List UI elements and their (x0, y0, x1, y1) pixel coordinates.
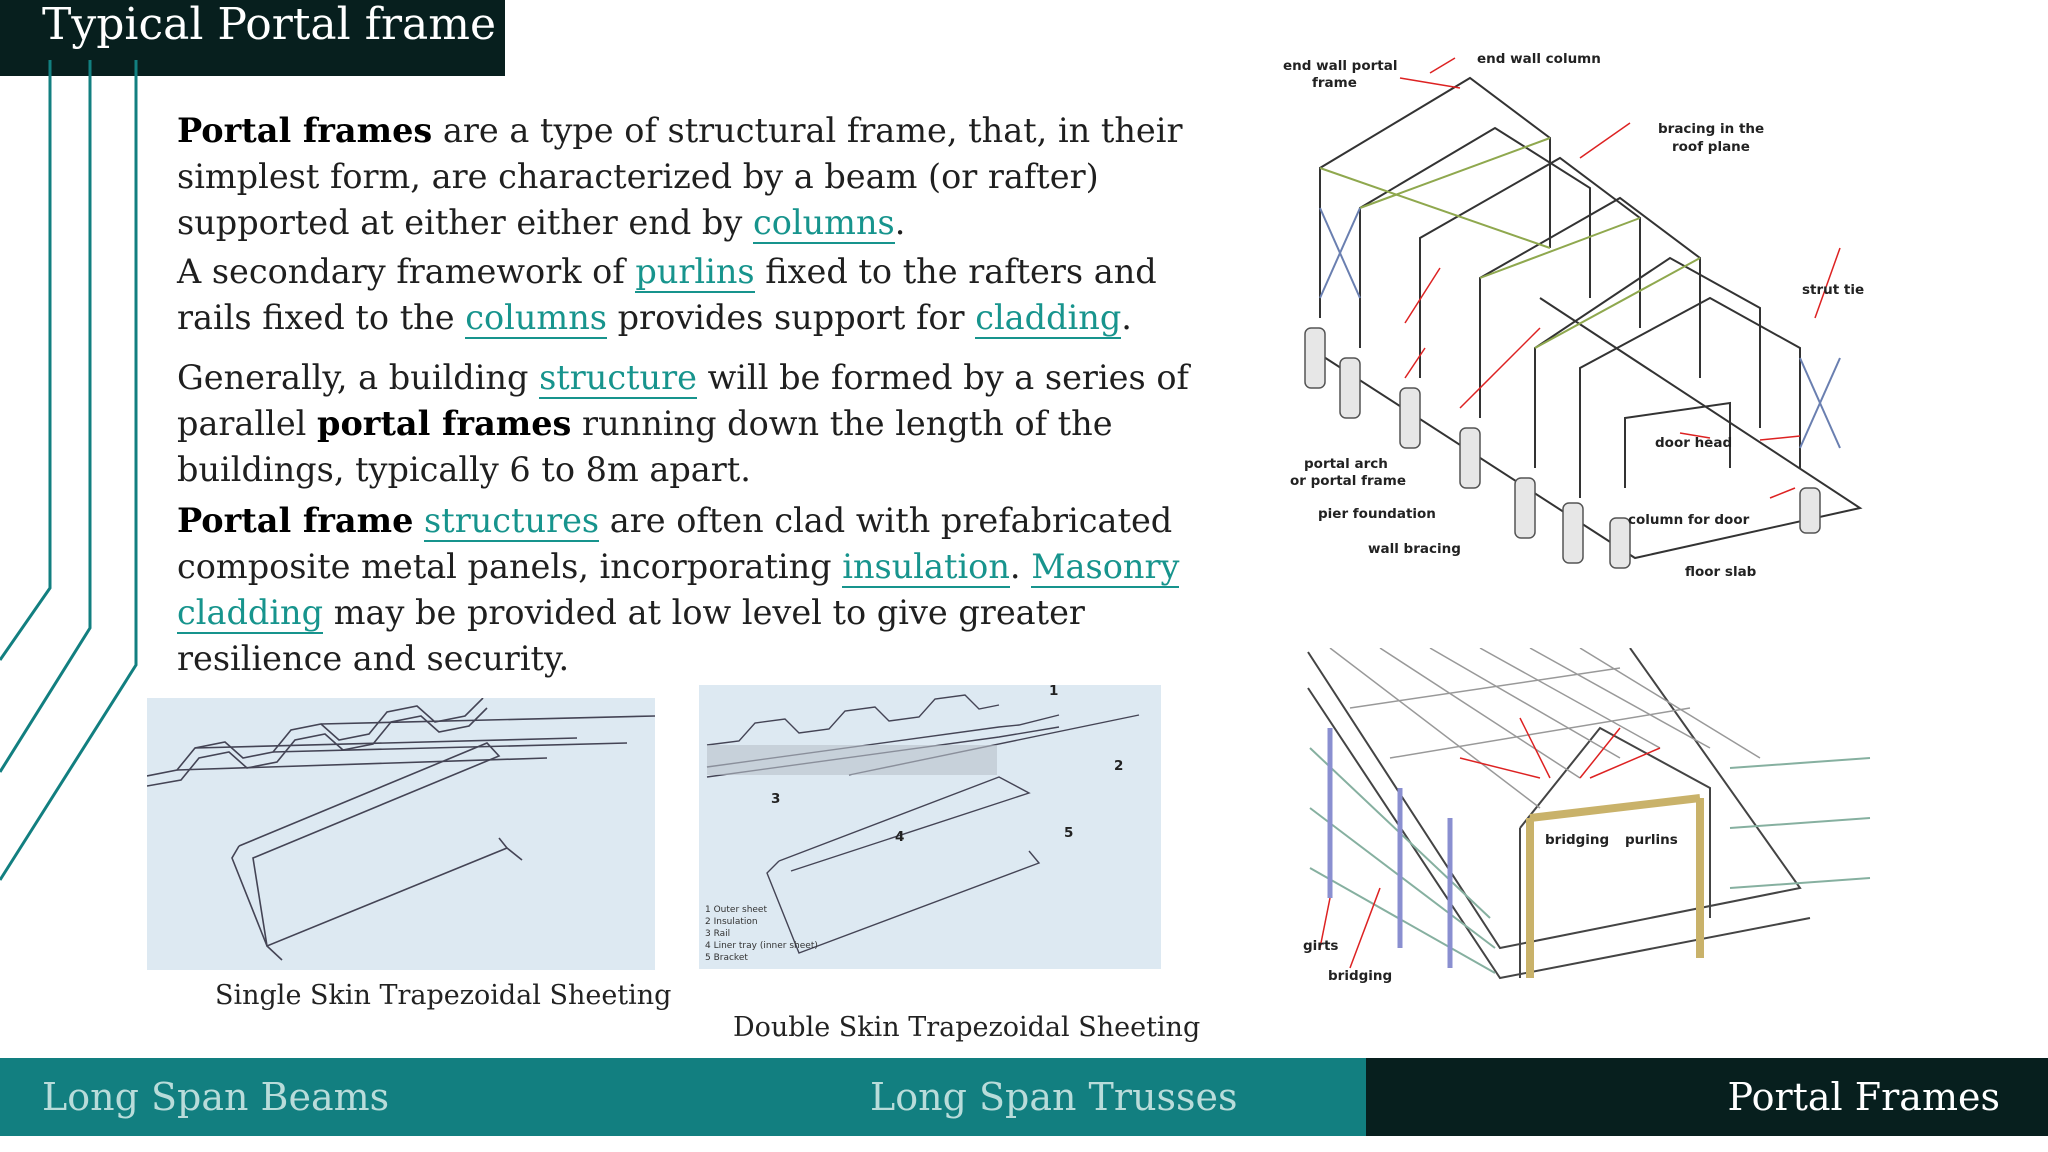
text: are a type of structural frame, that, in their simplest form, are characterized by a beam (or rafter) supported at either either end by (177, 111, 1183, 242)
legend-line-4: 4 Liner tray (inner sheet) (705, 941, 818, 951)
label-wall-bracing: wall bracing (1368, 541, 1461, 557)
label-frame: frame (1312, 75, 1357, 91)
purlins-girts-diagram (1290, 648, 1890, 1008)
label-end-wall-portal: end wall portal (1283, 58, 1398, 74)
legend-line-2: 2 Insulation (705, 917, 758, 927)
text: fixed to the rafters and rails fixed to the (177, 252, 1157, 337)
text: A secondary framework of (177, 252, 636, 291)
text: . (894, 203, 906, 242)
text: provides support for (606, 298, 976, 337)
callout-2: 2 (1114, 758, 1124, 774)
slide-title-text: Typical Portal frame (42, 0, 497, 50)
link-cladding[interactable]: cladding (975, 298, 1122, 337)
nav-long-span-trusses[interactable]: Long Span Trusses (870, 1075, 1238, 1119)
text: . (1121, 298, 1132, 337)
paragraph-cladding (177, 498, 1237, 682)
link-insulation[interactable]: insulation (842, 547, 1010, 586)
text: will be formed by a series of parallel (177, 358, 1189, 443)
link-structures[interactable]: structures (424, 501, 600, 540)
link-structure[interactable]: structure (539, 358, 697, 397)
label-column-for-door: column for door (1628, 512, 1750, 528)
nav-portal-frames[interactable]: Portal Frames (1366, 1058, 2048, 1136)
label-portal-arch: portal arch (1304, 456, 1388, 472)
label-end-wall-column: end wall column (1477, 51, 1601, 67)
link-columns-2[interactable]: columns (465, 298, 607, 337)
text: running down the length of the buildings, typically 6 to 8m apart. (177, 404, 1113, 489)
callout-5: 5 (1064, 825, 1074, 841)
callout-3: 3 (771, 791, 781, 807)
legend-line-5: 5 Bracket (705, 953, 748, 963)
single-skin-sheeting-image (147, 698, 655, 970)
label-floor-slab: floor slab (1685, 564, 1757, 580)
callout-1: 1 (1049, 685, 1059, 699)
bold-term: Portal frames (177, 111, 433, 150)
paragraph-portal-frames (177, 108, 1237, 246)
legend-line-1: 1 Outer sheet (705, 905, 767, 915)
label-pier-foundation: pier foundation (1318, 506, 1436, 522)
text: may be provided at low level to give greater resilience and security. (177, 593, 1085, 678)
nav-long-span-beams[interactable]: Long Span Beams (42, 1075, 390, 1119)
bold-term: Portal frame (177, 501, 414, 540)
double-skin-caption: Double Skin Trapezoidal Sheeting (733, 1012, 1201, 1043)
legend-line-3: 3 Rail (705, 929, 731, 939)
paragraph-building-structure (177, 355, 1237, 493)
text: . (1009, 547, 1032, 586)
label-bracing-2: roof plane (1672, 139, 1750, 155)
label-bridging-2: bridging (1328, 968, 1393, 984)
label-purlins: purlins (1625, 832, 1678, 848)
paragraph-secondary-framework (177, 249, 1237, 341)
label-bracing-1: bracing in the (1658, 121, 1765, 137)
text: are often clad with prefabricated composite metal panels, incorporating (177, 501, 1173, 586)
link-purlins[interactable]: purlins (635, 252, 755, 291)
label-bridging: bridging (1545, 832, 1610, 848)
label-strut-tie: strut tie (1802, 282, 1865, 298)
double-skin-sheeting-image (699, 685, 1161, 969)
bold-term: portal frames (317, 404, 572, 443)
decorative-lines (0, 60, 150, 890)
link-columns[interactable]: columns (752, 203, 895, 242)
portal-frame-diagram (1280, 48, 1890, 628)
label-or-portal-frame: or portal frame (1290, 473, 1406, 489)
text (413, 501, 424, 540)
label-girts: girts (1303, 938, 1339, 954)
callout-4: 4 (895, 829, 905, 845)
single-skin-caption: Single Skin Trapezoidal Sheeting (215, 980, 672, 1011)
label-door-head: door head (1655, 435, 1733, 451)
text: Generally, a building (177, 358, 540, 397)
link-masonry-cladding[interactable]: Masonry cladding (177, 547, 1180, 632)
